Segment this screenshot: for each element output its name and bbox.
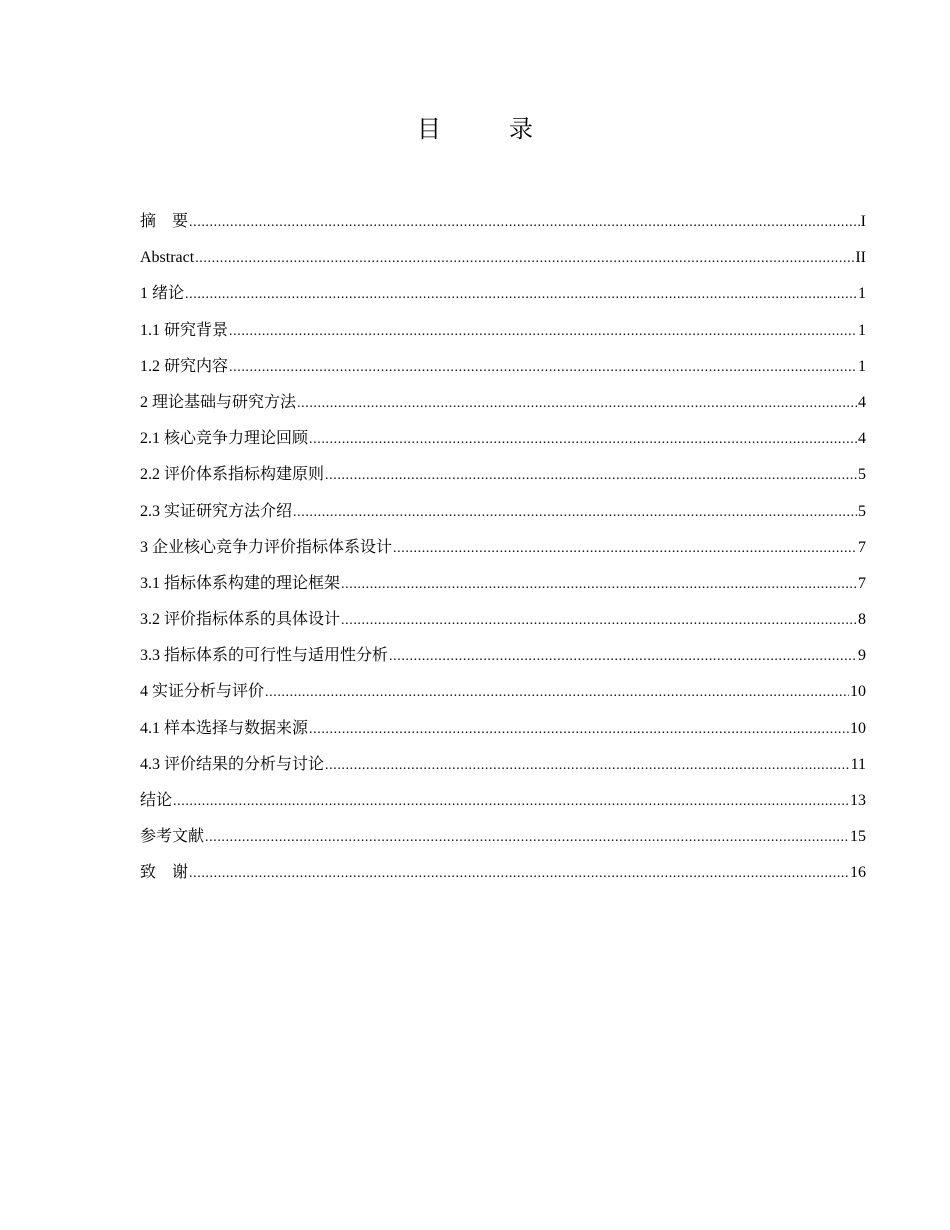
toc-entry-page: 5: [858, 466, 866, 484]
toc-entry[interactable]: [140, 855, 866, 891]
toc-entry-page: 11: [850, 755, 866, 773]
toc-entry[interactable]: [140, 783, 866, 819]
toc-dot-leader: [229, 350, 857, 386]
toc-title: 目 录: [417, 117, 555, 143]
toc-entry-label: 参考文献: [140, 828, 205, 846]
toc-entry[interactable]: [140, 819, 866, 855]
toc-dot-leader: [189, 856, 849, 892]
toc-dot-leader: [309, 712, 849, 748]
toc-dot-leader: [229, 314, 857, 350]
toc-entry-label: 致 谢: [140, 864, 189, 882]
toc-entry-page: 10: [850, 683, 866, 701]
toc-dot-leader: [185, 277, 857, 313]
toc-dot-leader: [393, 531, 857, 567]
toc-entry[interactable]: [140, 638, 866, 674]
toc-entry-page: 13: [850, 792, 866, 809]
toc-entry[interactable]: [140, 674, 866, 710]
toc-entry[interactable]: [140, 385, 866, 421]
toc-entry[interactable]: [140, 494, 866, 530]
toc-entry-label: 2.1 核心竞争力理论回顾: [140, 430, 309, 448]
toc-dot-leader: [297, 386, 857, 422]
toc-dot-leader: [173, 784, 849, 820]
toc-dot-leader: [205, 820, 849, 856]
toc-entry-page: II: [855, 249, 866, 267]
toc-entry[interactable]: [140, 204, 866, 240]
toc-entry-label: 2.2 评价体系指标构建原则: [140, 466, 325, 484]
toc-dot-leader: [389, 639, 857, 675]
toc-entry-label: 3.2 评价指标体系的具体设计: [140, 611, 341, 629]
toc-entry-label: 2 理论基础与研究方法: [140, 393, 297, 411]
toc-entry-page: 1: [858, 321, 866, 339]
toc-entry-page: 10: [850, 719, 866, 737]
toc-entry-page: 15: [850, 828, 866, 846]
toc-entry[interactable]: [140, 747, 866, 783]
toc-entry-page: 9: [858, 647, 866, 665]
toc-entry-label: 结论: [140, 792, 173, 809]
toc-entry-label: 3 企业核心竞争力评价指标体系设计: [140, 538, 393, 556]
toc-entry-label: 3.1 指标体系构建的理论框架: [140, 574, 341, 592]
toc-entry[interactable]: [140, 313, 866, 349]
toc-entry[interactable]: [140, 240, 866, 276]
toc-entry-label: 4.1 样本选择与数据来源: [140, 719, 309, 737]
toc-entry[interactable]: [140, 349, 866, 385]
toc-dot-leader: [189, 205, 860, 241]
toc-entry-page: 7: [858, 574, 866, 592]
toc-dot-leader: [293, 495, 857, 531]
toc-entry[interactable]: [140, 711, 866, 747]
toc-entry-page: 8: [858, 611, 866, 629]
toc-dot-leader: [195, 241, 854, 277]
toc-entry-label: 1.1 研究背景: [140, 321, 229, 339]
toc-entry-label: 1 绪论: [140, 285, 185, 303]
toc-entry-page: 1: [858, 285, 866, 303]
toc-entry[interactable]: [140, 566, 866, 602]
toc-entry-page: I: [860, 213, 866, 230]
toc-entry-page: 5: [858, 502, 866, 520]
toc-dot-leader: [325, 748, 850, 784]
toc-dot-leader: [309, 422, 857, 458]
toc-entry-label: 摘 要: [140, 213, 189, 230]
toc-entry[interactable]: [140, 530, 866, 566]
toc-entry[interactable]: [140, 457, 866, 493]
toc-dot-leader: [341, 567, 857, 603]
toc-dot-leader: [341, 603, 857, 639]
toc-entry[interactable]: [140, 602, 866, 638]
toc-entry-page: 16: [850, 864, 866, 882]
toc-entry-label: 4.3 评价结果的分析与讨论: [140, 755, 325, 773]
toc-entry[interactable]: [140, 421, 866, 457]
toc-entry-label: 2.3 实证研究方法介绍: [140, 502, 293, 520]
toc-entry-label: 4 实证分析与评价: [140, 683, 265, 701]
toc-dot-leader: [325, 458, 857, 494]
toc-list: [140, 204, 866, 892]
toc-entry-page: 4: [858, 393, 866, 411]
toc-entry[interactable]: [140, 276, 866, 312]
toc-entry-label: Abstract: [140, 249, 195, 267]
toc-entry-page: 1: [858, 357, 866, 375]
toc-entry-label: 3.3 指标体系的可行性与适用性分析: [140, 647, 389, 665]
toc-dot-leader: [265, 675, 849, 711]
toc-entry-page: 4: [858, 430, 866, 448]
toc-entry-label: 1.2 研究内容: [140, 357, 229, 375]
toc-entry-page: 7: [858, 538, 866, 556]
